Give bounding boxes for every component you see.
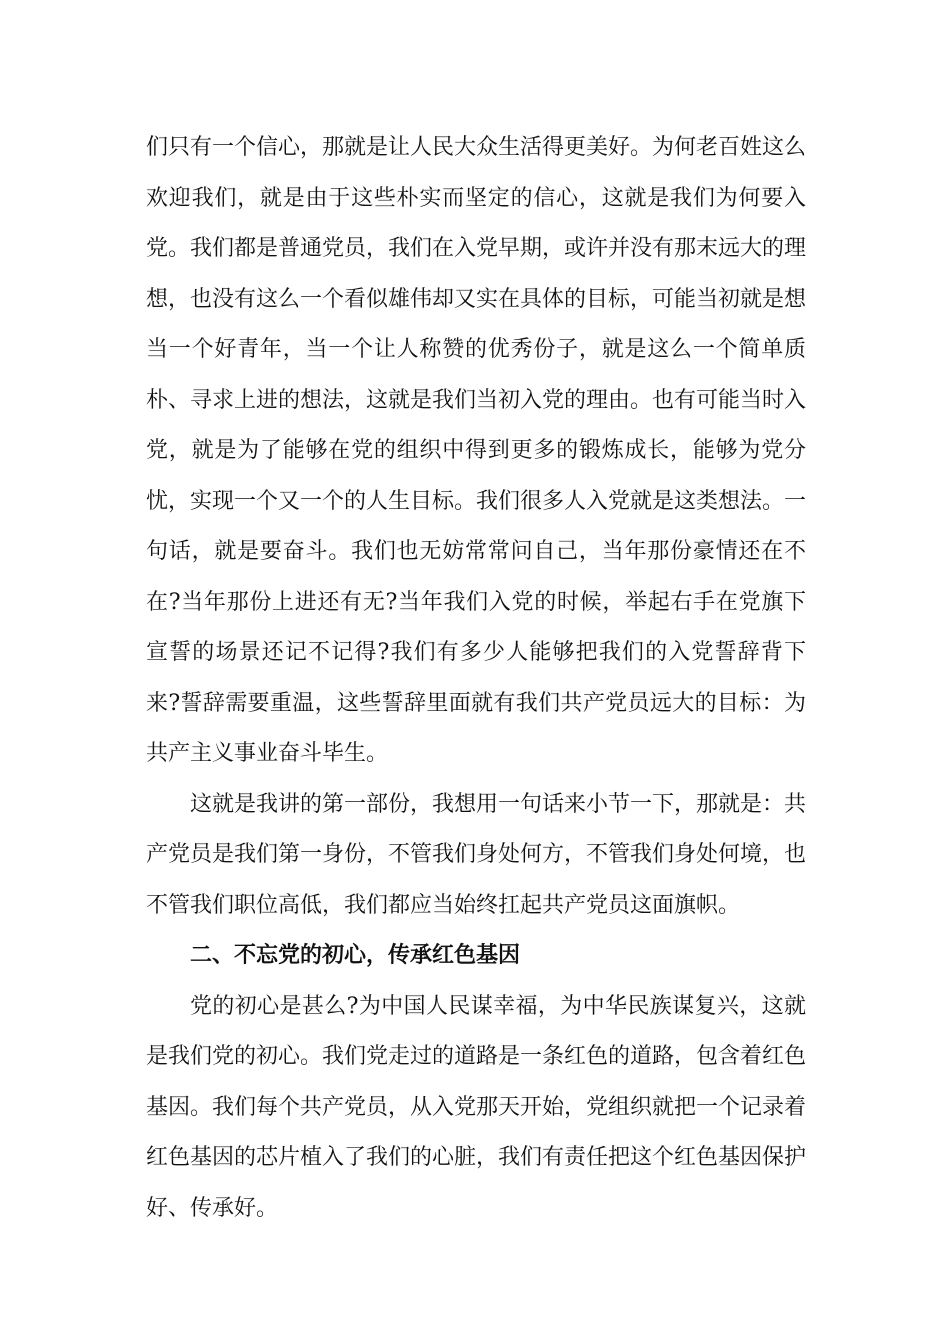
paragraph-original-aspiration: 党的初心是甚么?为中国人民谋幸福，为中华民族谋复兴，这就是我们党的初心。我们党走过的道路是一条红色的道路，包含着红色基因。我们每个共产党员，从入党那天开始，党组织就把一个记录着红色基因的芯片植入了我们的心脏，我们有责任把这个红色基因保护好、传承好。 bbox=[146, 993, 807, 1221]
paragraph-summary: 这就是我讲的第一部份，我想用一句话来小节一下，那就是：共产党员是我们第一身份，不管我们身处何方，不管我们身处何境，也不管我们职位高低，我们都应当始终扛起共产党员这面旗帜。 bbox=[146, 791, 807, 918]
document-body bbox=[146, 123, 806, 1234]
section-heading: 二、不忘党的初心，传承红色基因 bbox=[190, 943, 521, 968]
paragraph-continued: 们只有一个信心，那就是让人民大众生活得更美好。为何老百姓这么欢迎我们，就是由于这些朴实而坚定的信心，这就是我们为何要入党。我们都是普通党员，我们在入党早期，或许并没有那末远大的理想，也没有这么一个看似雄伟却又实在具体的目标，可能当初就是想当一个好青年，当一个让人称赞的优秀份子，就是这么一个简单质朴、寻求上进的想法，这就是我们当初入党的理由。也有可能当时入党，就是为了能够在党的组织中得到更多的锻炼成长，能够为党分忧，实现一个又一个的人生目标。我们很多人入党就是这类想法。一句话，就是要奋斗。我们也无妨常常问自己，当年那份豪情还在不在?当年那份上进还有无?当年我们入党的时候，举起右手在党旗下宣誓的场景还记不记得?我们有多少人能够把我们的入党誓辞背下来?誓辞需要重温，这些誓辞里面就有我们共产党员远大的目标：为共产主义事业奋斗毕生。 bbox=[146, 135, 807, 766]
